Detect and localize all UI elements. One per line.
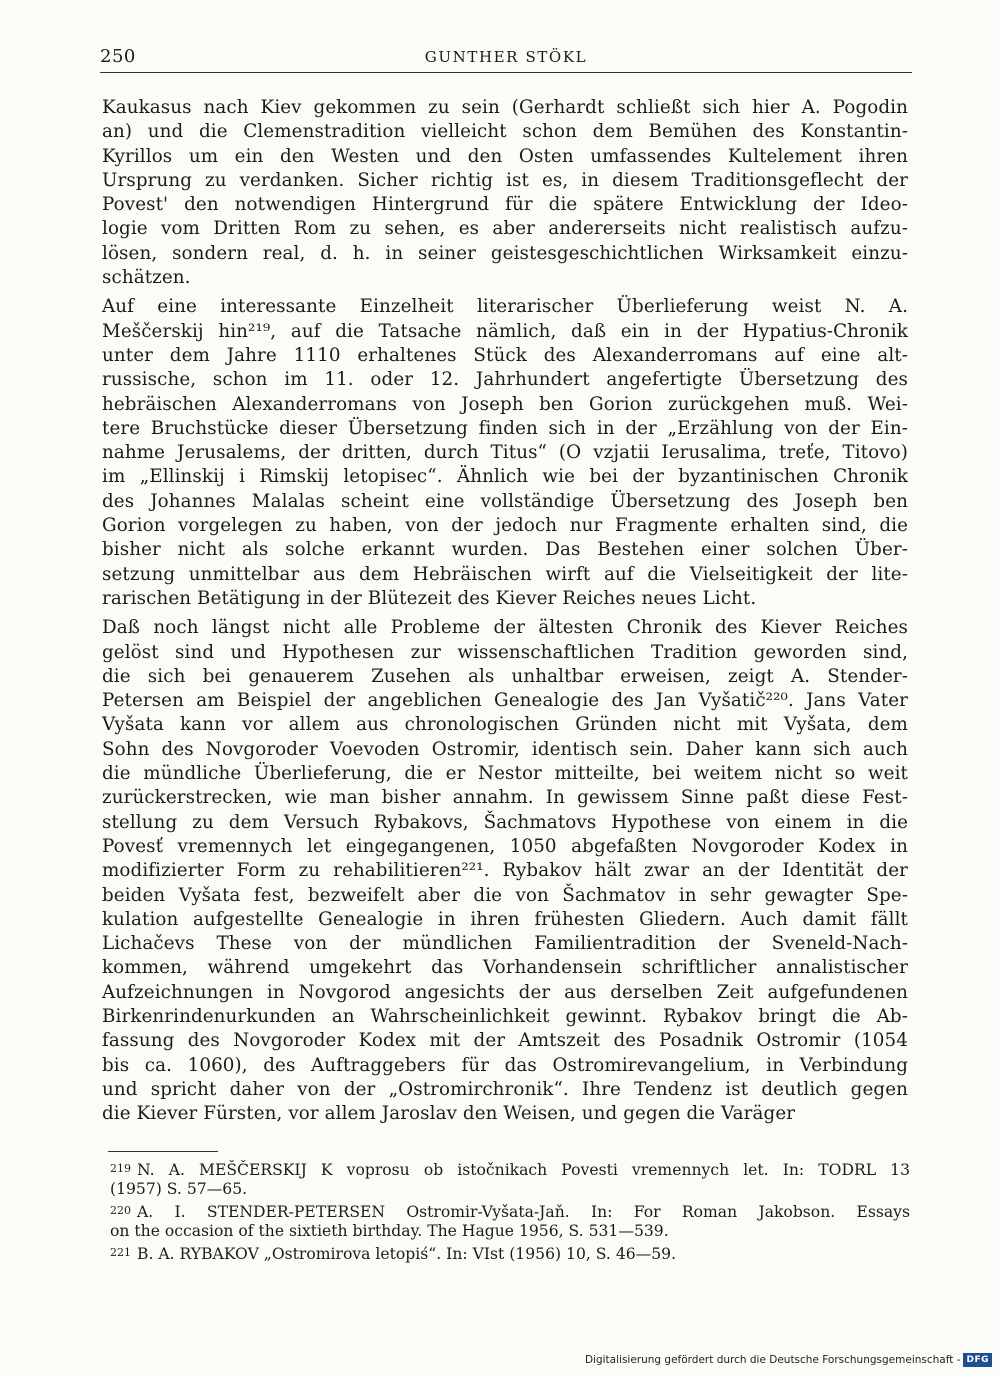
text-line: stellung zu dem Versuch Rybakovs, Šachmatovs Hypothese von einem in die (102, 811, 908, 833)
text-line: setzung unmittelbar aus dem Hebräischen wirft auf die Vielseitigkeit der lite- (102, 563, 908, 585)
text-line: kulation aufgestellte Genealogie in ihren frühesten Gliedern. Auch damit fällt (102, 908, 908, 930)
text-line: kommen, während umgekehrt das Vorhandensein schriftlicher annalistischer (102, 957, 908, 979)
body-text (102, 96, 908, 1126)
text-line: Meščerskij hin²¹⁹, auf die Tatsache nämlich, daß ein in der Hypatius-Chronik (102, 320, 908, 342)
footnote-line (110, 1200, 910, 1221)
text-line: Gorion vorgelegen zu haben, von der jedoch nur Fragmente erhalten sind, die (102, 515, 908, 537)
text-line: Aufzeichnungen in Novgorod angesichts der aus derselben Zeit aufgefundenen (102, 981, 908, 1003)
footnote-line (110, 1242, 910, 1263)
page-number: 250 (100, 46, 136, 67)
running-head: GUNTHER STÖKL (424, 48, 588, 66)
footnote-line (110, 1179, 910, 1200)
digitization-credit (585, 1353, 992, 1367)
footnote-text: (1957) S. 57—65. (110, 1180, 248, 1198)
text-line: modifizierter Form zu rehabilitieren²²¹. Rybakov hält zwar an der Identität der (102, 860, 908, 882)
text-line: russische, schon im 11. oder 12. Jahrhundert angefertigte Übersetzung des (102, 369, 908, 391)
footnote (110, 1200, 910, 1242)
footnote-line (110, 1158, 910, 1179)
text-line: nahme Jerusalems, der dritten, durch Titus“ (O vzjatii Ierusalima, treťe, Titovo) (102, 442, 908, 464)
footnote-text: on the occasion of the sixtieth birthday. The Hague 1956, S. 531—539. (110, 1222, 669, 1240)
page-header (100, 42, 912, 73)
text-line: Lichačevs These von der mündlichen Familientradition der Sveneld-Nach- (102, 933, 908, 955)
text-line: unter dem Jahre 1110 erhaltenes Stück des Alexanderromans auf eine alt- (102, 344, 908, 366)
text-line: die Kiever Fürsten, vor allem Jaroslav den Weisen, und gegen die Varäger (102, 1103, 796, 1125)
text-line: Ursprung zu verdanken. Sicher richtig ist es, in diesem Traditionsgeflecht der (102, 169, 908, 191)
text-line: schätzen. (102, 267, 191, 289)
text-line: Kyrillos um ein den Westen und den Osten umfassendes Kultelement ihren (102, 145, 908, 167)
text-line: logie vom Dritten Rom zu sehen, es aber andererseits nicht realistisch aufzu- (102, 218, 908, 240)
paragraph (102, 616, 908, 1126)
footnote-text: B. A. RYBAKOV „Ostromirova letopiś“. In: VIst (1956) 10, S. 46—59. (137, 1245, 677, 1263)
digitization-text: Digitalisierung gefördert durch die Deutsche Forschungsgemeinschaft - (584, 1354, 961, 1366)
footnote (110, 1158, 910, 1200)
text-line: hebräischen Alexanderromans von Joseph ben Gorion zurückgehen muß. Wei- (102, 393, 908, 415)
text-line: die mündliche Überlieferung, die er Nestor mitteilte, bei weitem nicht so weit (102, 763, 908, 785)
footnote (110, 1242, 910, 1263)
footnote-text: A. I. STENDER-PETERSEN Ostromir-Vyšata-Jaň. In: For Roman Jakobson. Essays (137, 1203, 910, 1221)
footnote-number: 219 (110, 1162, 131, 1175)
text-line: und spricht daher von der „Ostromirchronik“. Ihre Tendenz ist deutlich gegen (102, 1078, 908, 1100)
paragraph (102, 295, 908, 611)
text-line: Petersen am Beispiel der angeblichen Genealogie des Jan Vyšatič²²⁰. Jans Vater (102, 690, 908, 712)
text-line: Daß noch längst nicht alle Probleme der ältesten Chronik des Kiever Reiches (102, 617, 908, 639)
paragraph (102, 96, 908, 290)
footnote-number: 220 (110, 1204, 131, 1217)
footnotes (110, 1158, 910, 1263)
text-line: beiden Vyšata fest, bezweifelt aber die von Šachmatov in sehr gewagter Spe- (102, 884, 908, 906)
text-line: bisher nicht als solche erkannt wurden. Das Bestehen einer solchen Über- (102, 539, 908, 561)
dfg-logo: DFG (963, 1353, 992, 1367)
text-line: Birkenrindenurkunden an Wahrscheinlichkeit gewinnt. Rybakov bringt die Ab- (102, 1005, 908, 1027)
text-line: lösen, sondern real, d. h. in seiner geistesgeschichtlichen Wirksamkeit einzu- (102, 242, 908, 264)
footnote-number: 221 (110, 1246, 131, 1259)
text-line: Povest' den notwendigen Hintergrund für die spätere Entwicklung der Ideo- (102, 194, 908, 216)
text-line: Vyšata kann vor allem aus chronologischen Gründen nicht mit Vyšata, dem (102, 714, 908, 736)
text-line: rarischen Betätigung in der Blütezeit des Kiever Reiches neues Licht. (102, 587, 757, 609)
text-line: bis ca. 1060), des Auftraggebers für das Ostromirevangelium, in Verbindung (102, 1054, 908, 1076)
text-line: im „Ellinskij i Rimskij letopisec“. Ähnlich wie bei der byzantinischen Chronik (102, 466, 908, 488)
text-line: Sohn des Novgoroder Voevoden Ostromir, identisch sein. Daher kann sich auch (102, 738, 908, 760)
text-line: die sich bei genauerem Zusehen als unhaltbar erweisen, zeigt A. Stender- (102, 665, 908, 687)
text-line: gelöst sind und Hypothesen zur wissenschaftlichen Tradition geworden sind, (102, 641, 908, 663)
text-line: fassung des Novgoroder Kodex mit der Amtszeit des Posadnik Ostromir (1054 (102, 1030, 908, 1052)
text-line: Povesť vremennych let eingegangenen, 1050 abgefaßten Novgoroder Kodex in (102, 835, 908, 857)
text-line: tere Bruchstücke dieser Übersetzung finden sich in der „Erzählung von der Ein- (102, 417, 908, 439)
text-line: Kaukasus nach Kiev gekommen zu sein (Gerhardt schließt sich hier A. Pogodin (102, 97, 908, 118)
text-line: an) und die Clemenstradition vielleicht schon dem Bemühen des Konstantin- (102, 121, 908, 143)
footnote-line (110, 1221, 910, 1242)
text-line: des Johannes Malalas scheint eine vollständige Übersetzung des Joseph ben (102, 490, 908, 512)
footnote-text: N. A. MEŠČERSKIJ K voprosu ob istočnikach Povesti vremennych let. In: TODRL 13 (137, 1161, 910, 1179)
text-line: Auf eine interessante Einzelheit literarischer Überlieferung weist N. A. (102, 296, 908, 318)
text-line: zurückerstrecken, wie man bisher annahm. In gewissem Sinne paßt diese Fest- (102, 787, 908, 809)
footnote-rule (108, 1151, 218, 1152)
